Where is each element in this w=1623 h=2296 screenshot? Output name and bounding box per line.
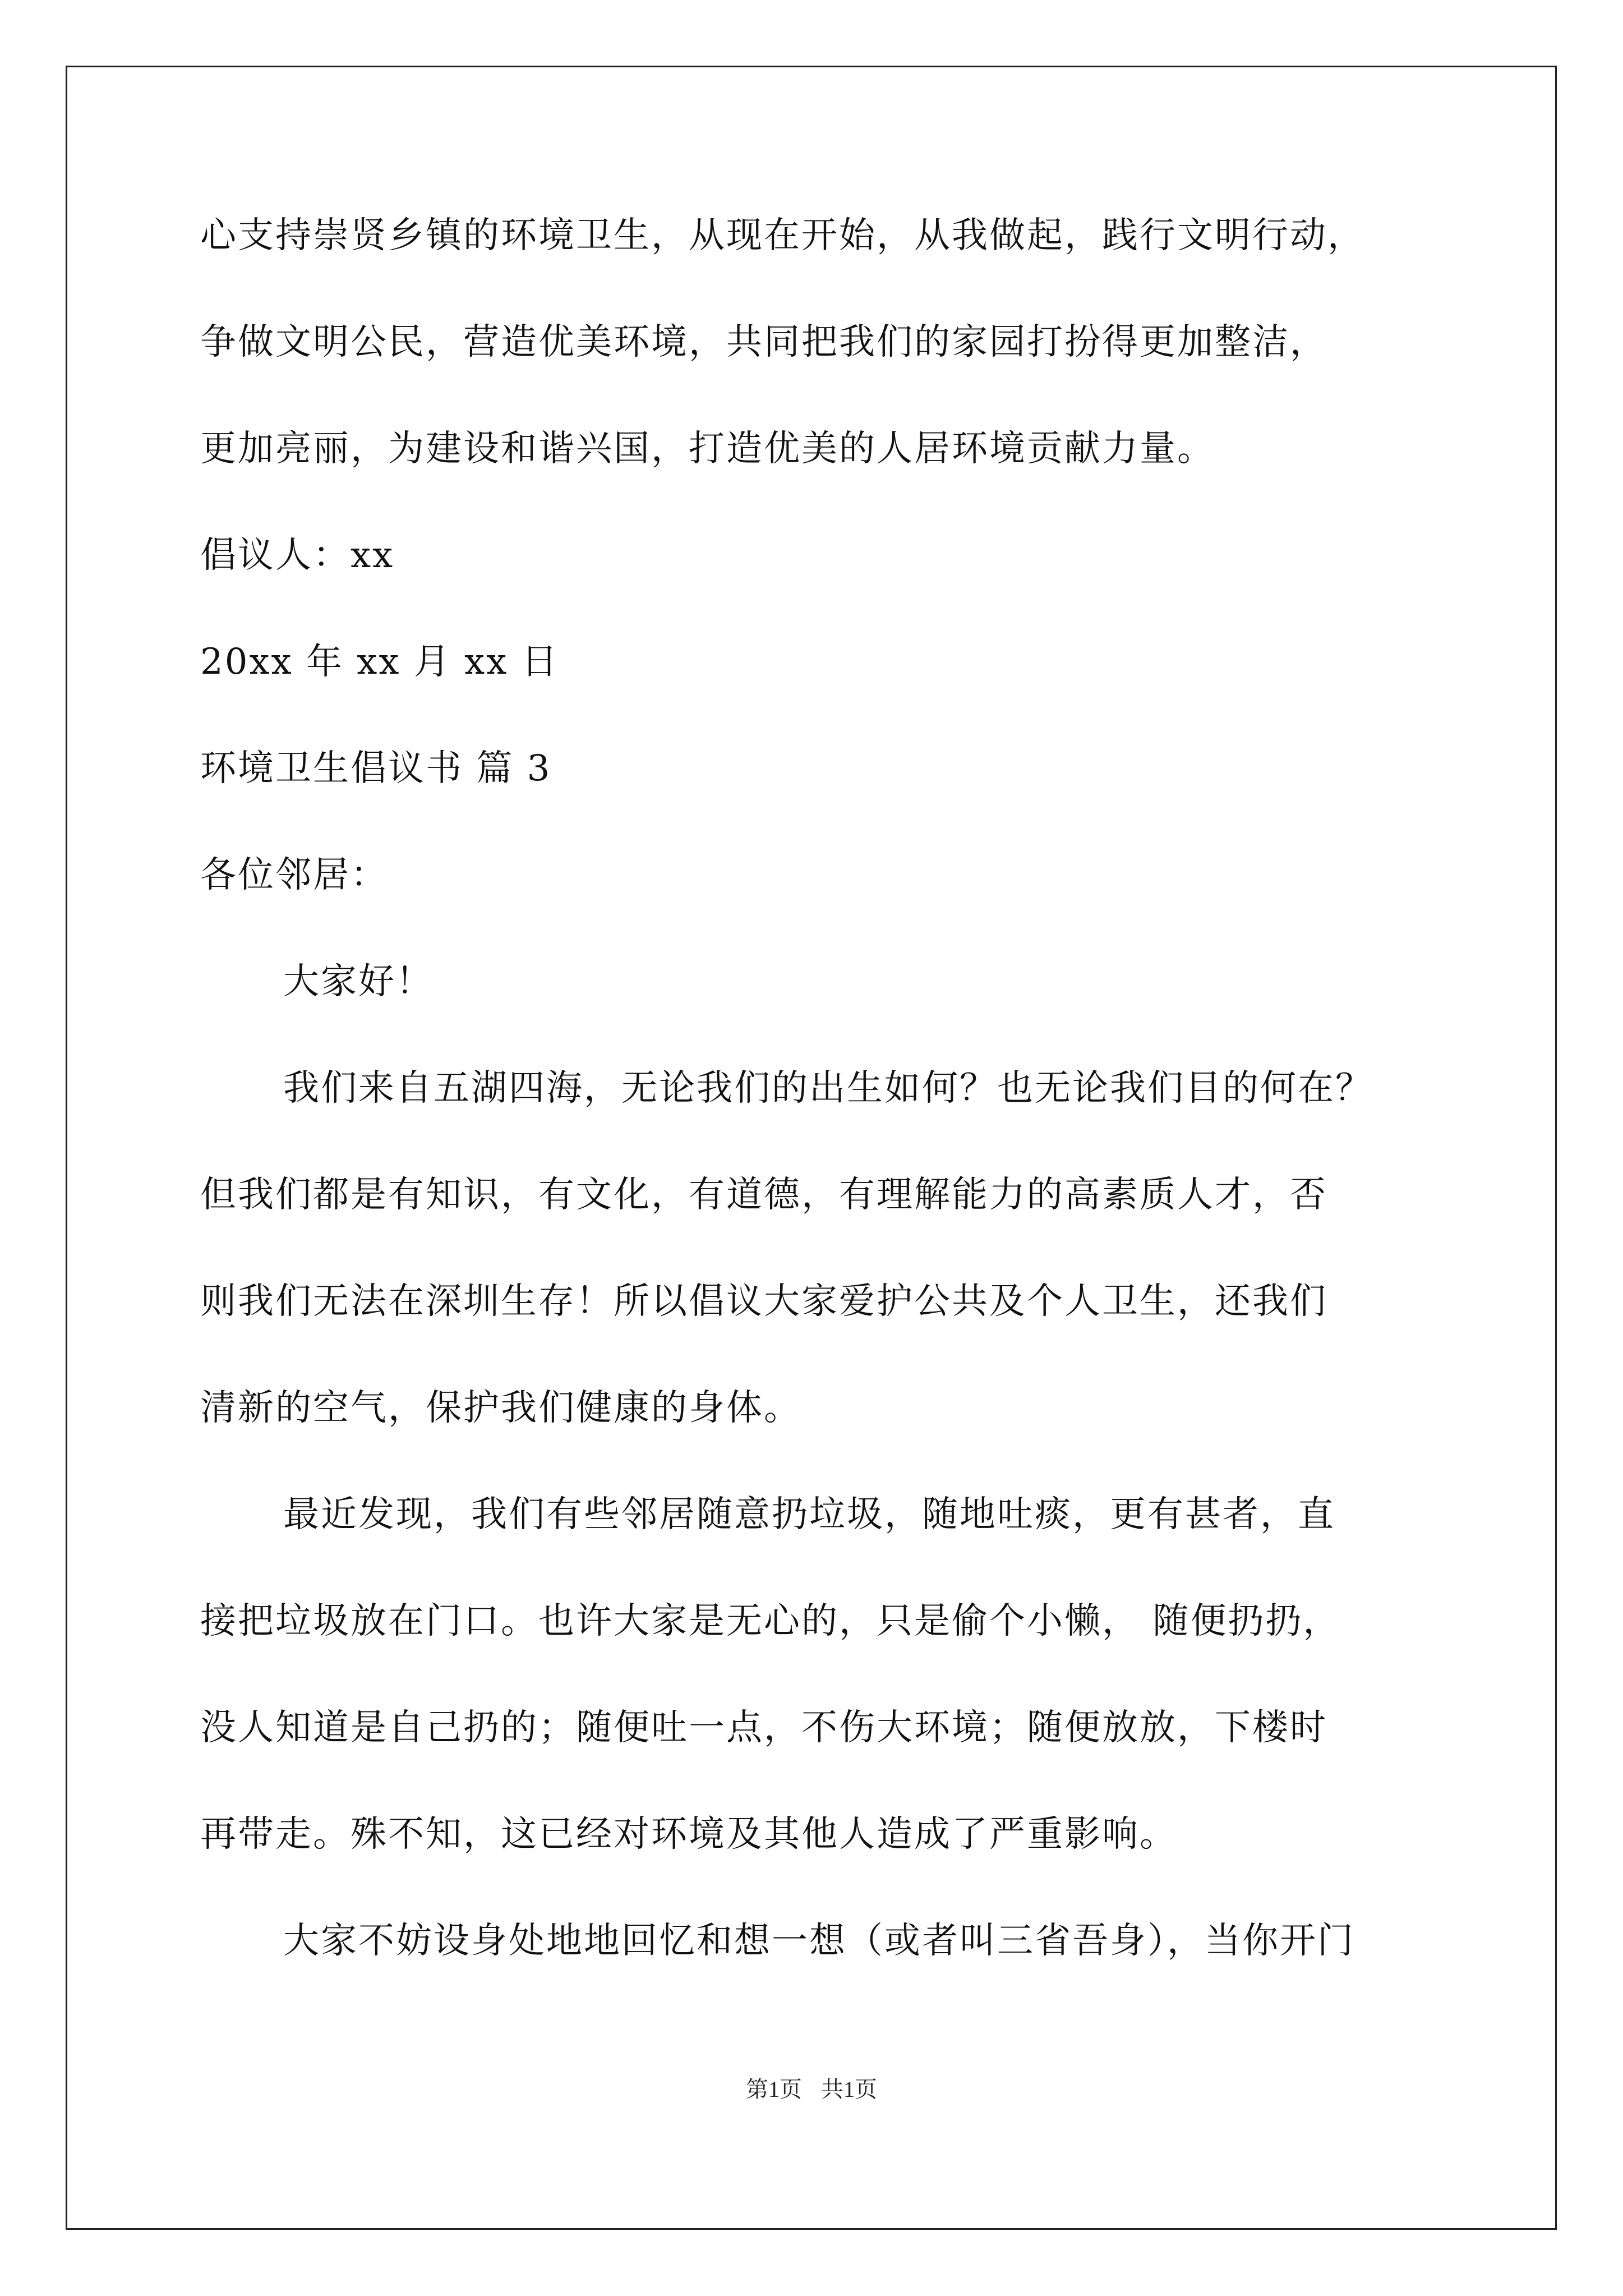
page-frame	[66, 66, 1557, 2230]
body-line: 没人知道是自己扔的；随便吐一点，不伤大环境；随便放放，下楼时	[200, 1707, 1327, 1749]
body-line: 我们来自五湖四海，无论我们的出生如何？也无论我们目的何在？	[283, 1068, 1373, 1109]
page-number: 第1页	[746, 2077, 802, 2102]
signer-line: 倡议人：xx	[200, 535, 395, 576]
body-line: 则我们无法在深圳生存！所以倡议大家爱护公共及个人卫生，还我们	[200, 1281, 1327, 1322]
body-line: 再带走。殊不知，这已经对环境及其他人造成了严重影响。	[200, 1814, 1177, 1855]
page-footer	[0, 2076, 1623, 2104]
body-line: 但我们都是有知识，有文化，有道德，有理解能力的高素质人才，否	[200, 1174, 1327, 1216]
body-line: 更加亮丽，为建设和谐兴国，打造优美的人居环境贡献力量。	[200, 428, 1215, 470]
greeting: 大家好！	[283, 961, 434, 1002]
salutation: 各位邻居：	[200, 854, 388, 896]
section-heading: 环境卫生倡议书 篇 3	[200, 748, 552, 789]
body-line: 心支持崇贤乡镇的环境卫生，从现在开始，从我做起，践行文明行动，	[200, 215, 1365, 256]
date-line: 20xx 年 xx 月 xx 日	[200, 641, 559, 683]
page-total: 共1页	[821, 2077, 877, 2102]
body-line: 最近发现，我们有些邻居随意扔垃圾，随地吐痰，更有甚者，直	[283, 1494, 1335, 1535]
body-line: 争做文明公民，营造优美环境，共同把我们的家园打扮得更加整洁，	[200, 321, 1327, 363]
body-line: 大家不妨设身处地地回忆和想一想（或者叫三省吾身），当你开门	[283, 1920, 1355, 1962]
body-line: 接把垃圾放在门口。也许大家是无心的，只是偷个小懒， 随便扔扔，	[200, 1600, 1341, 1642]
body-line: 清新的空气，保护我们健康的身体。	[200, 1387, 801, 1429]
